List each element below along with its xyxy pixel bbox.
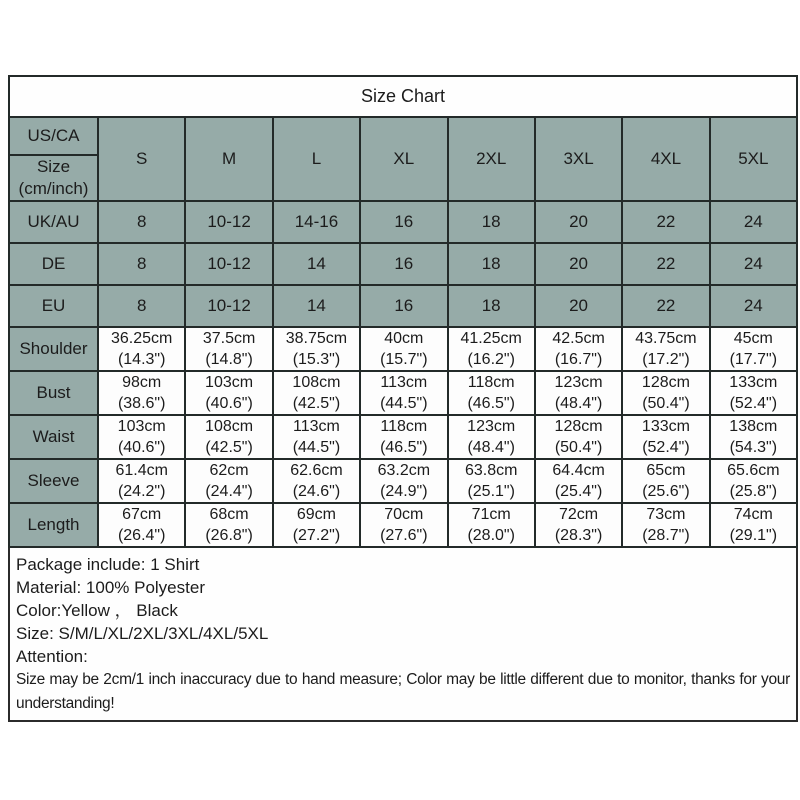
measure-cell bbox=[448, 371, 535, 415]
cm-value: 72cm bbox=[559, 506, 599, 523]
table-title-row bbox=[9, 76, 797, 117]
size-chart-table bbox=[8, 75, 798, 548]
inch-value: (52.4") bbox=[729, 395, 778, 412]
inch-value: (17.7") bbox=[729, 351, 778, 368]
region-size-cell: 16 bbox=[360, 201, 447, 243]
region-size-cell: 20 bbox=[535, 243, 622, 285]
region-size-cell: 14 bbox=[273, 285, 360, 327]
inch-value: (14.3") bbox=[117, 351, 166, 368]
inch-value: (17.2") bbox=[642, 351, 690, 368]
cm-value: 133cm bbox=[641, 418, 690, 435]
inch-value: (24.2") bbox=[117, 483, 166, 500]
inch-value: (26.8") bbox=[205, 527, 253, 544]
measure-cell bbox=[448, 503, 535, 547]
inch-value: (27.6") bbox=[380, 527, 428, 544]
row-bust bbox=[9, 371, 797, 415]
measure-cell bbox=[710, 415, 797, 459]
measure-cell bbox=[622, 459, 709, 503]
inch-value: (52.4") bbox=[642, 439, 690, 456]
note-package: Package include: 1 Shirt bbox=[16, 555, 200, 574]
row-label: Waist bbox=[9, 415, 98, 459]
inch-value: (15.3") bbox=[292, 351, 341, 368]
inch-value: (15.7") bbox=[380, 351, 428, 368]
cm-value: 64.4cm bbox=[552, 462, 605, 479]
cm-value: 108cm bbox=[292, 374, 341, 391]
cm-value: 123cm bbox=[467, 418, 516, 435]
corner-size-word: Size bbox=[36, 157, 71, 176]
inch-value: (27.2") bbox=[292, 527, 341, 544]
row-label: Sleeve bbox=[9, 459, 98, 503]
row-sleeve bbox=[9, 459, 797, 503]
inch-value: (50.4") bbox=[554, 439, 603, 456]
cm-value: 68cm bbox=[209, 506, 249, 523]
cm-value: 103cm bbox=[117, 418, 166, 435]
cm-value: 42.5cm bbox=[552, 330, 605, 347]
region-size-cell: 24 bbox=[710, 201, 797, 243]
cm-value: 113cm bbox=[380, 374, 428, 391]
cm-value: 67cm bbox=[122, 506, 162, 523]
row-waist bbox=[9, 415, 797, 459]
region-size-cell: 10-12 bbox=[185, 243, 272, 285]
cm-value: 98cm bbox=[122, 374, 162, 391]
inch-value: (25.1") bbox=[467, 483, 515, 500]
region-size-cell: 20 bbox=[535, 285, 622, 327]
inch-value: (42.5") bbox=[292, 395, 341, 412]
cm-value: 43.75cm bbox=[635, 330, 697, 347]
region-size-cell: 24 bbox=[710, 285, 797, 327]
measure-cell bbox=[360, 503, 447, 547]
measure-cell bbox=[273, 503, 360, 547]
region-size-cell: 16 bbox=[360, 285, 447, 327]
inch-value: (50.4") bbox=[642, 395, 690, 412]
region-size-cell: 14-16 bbox=[273, 201, 360, 243]
product-notes bbox=[8, 548, 798, 722]
cm-value: 36.25cm bbox=[111, 330, 173, 347]
row-label: Shoulder bbox=[9, 327, 98, 371]
cm-value: 38.75cm bbox=[285, 330, 348, 347]
measure-cell bbox=[185, 415, 272, 459]
region-size-cell: 18 bbox=[448, 243, 535, 285]
inch-value: (28.3") bbox=[554, 527, 603, 544]
measure-cell bbox=[360, 371, 447, 415]
region-size-cell: 20 bbox=[535, 201, 622, 243]
measure-cell bbox=[448, 327, 535, 371]
inch-value: (40.6") bbox=[117, 439, 166, 456]
region-size-cell: 10-12 bbox=[185, 285, 272, 327]
inch-value: (25.6") bbox=[642, 483, 690, 500]
region-size-cell: 18 bbox=[448, 201, 535, 243]
inch-value: (42.5") bbox=[205, 439, 253, 456]
cm-value: 63.8cm bbox=[464, 462, 518, 479]
region-size-cell: 22 bbox=[622, 285, 709, 327]
cm-value: 73cm bbox=[646, 506, 686, 523]
measure-cell bbox=[98, 415, 185, 459]
cm-value: 45cm bbox=[733, 330, 773, 347]
inch-value: (46.5") bbox=[467, 395, 515, 412]
col-header-2xl: 2XL bbox=[448, 117, 535, 201]
note-attention-text: Size may be 2cm/1 inch inaccuracy due to hand measure; Color may be little different due to monitor, thanks for your understanding! bbox=[16, 671, 790, 712]
measure-cell bbox=[622, 371, 709, 415]
measure-cell bbox=[448, 415, 535, 459]
note-color: Color:Yellow ， Black bbox=[16, 601, 178, 620]
row-de bbox=[9, 243, 797, 285]
note-size: Size: S/M/L/XL/2XL/3XL/4XL/5XL bbox=[16, 624, 269, 643]
inch-value: (24.6") bbox=[292, 483, 341, 500]
measure-cell bbox=[535, 503, 622, 547]
measure-cell bbox=[535, 415, 622, 459]
region-size-cell: 18 bbox=[448, 285, 535, 327]
inch-value: (44.5") bbox=[292, 439, 341, 456]
cm-value: 70cm bbox=[384, 506, 424, 523]
inch-value: (24.9") bbox=[380, 483, 428, 500]
cm-value: 62.6cm bbox=[290, 462, 343, 479]
cm-value: 41.25cm bbox=[460, 330, 522, 347]
note-attention-label: Attention: bbox=[16, 647, 88, 666]
inch-value: (46.5") bbox=[380, 439, 428, 456]
measure-cell bbox=[185, 503, 272, 547]
row-label: UK/AU bbox=[9, 201, 98, 243]
header-row-top bbox=[9, 117, 797, 155]
cm-value: 118cm bbox=[380, 418, 428, 435]
region-size-cell: 22 bbox=[622, 201, 709, 243]
cm-value: 40cm bbox=[384, 330, 424, 347]
col-header-3xl: 3XL bbox=[535, 117, 622, 201]
measure-cell bbox=[710, 459, 797, 503]
measure-cell bbox=[98, 327, 185, 371]
col-header-xl: XL bbox=[360, 117, 447, 201]
cm-value: 69cm bbox=[296, 506, 336, 523]
region-size-cell: 8 bbox=[98, 243, 185, 285]
row-label: DE bbox=[9, 243, 98, 285]
col-header-m: M bbox=[185, 117, 272, 201]
cm-value: 37.5cm bbox=[202, 330, 256, 347]
cm-value: 128cm bbox=[554, 418, 603, 435]
cm-value: 65.6cm bbox=[727, 462, 780, 479]
measure-cell bbox=[710, 503, 797, 547]
inch-value: (54.3") bbox=[729, 439, 778, 456]
table-title: Size Chart bbox=[9, 76, 797, 117]
region-size-cell: 16 bbox=[360, 243, 447, 285]
row-label: Length bbox=[9, 503, 98, 547]
inch-value: (40.6") bbox=[205, 395, 253, 412]
measure-cell bbox=[273, 415, 360, 459]
measure-cell bbox=[273, 459, 360, 503]
inch-value: (14.8") bbox=[205, 351, 253, 368]
measure-cell bbox=[98, 371, 185, 415]
col-header-5xl: 5XL bbox=[710, 117, 797, 201]
cm-value: 113cm bbox=[293, 418, 340, 435]
corner-size-unit-label bbox=[9, 155, 98, 201]
measure-cell bbox=[710, 371, 797, 415]
measure-cell bbox=[185, 459, 272, 503]
cm-value: 108cm bbox=[205, 418, 254, 435]
measure-cell bbox=[622, 327, 709, 371]
measure-cell bbox=[535, 459, 622, 503]
region-size-cell: 24 bbox=[710, 243, 797, 285]
cm-value: 128cm bbox=[641, 374, 690, 391]
region-size-cell: 8 bbox=[98, 285, 185, 327]
region-size-cell: 22 bbox=[622, 243, 709, 285]
measure-cell bbox=[98, 459, 185, 503]
measure-cell bbox=[622, 503, 709, 547]
inch-value: (38.6") bbox=[117, 395, 166, 412]
size-chart-sheet bbox=[8, 75, 798, 722]
inch-value: (29.1") bbox=[729, 527, 778, 544]
cm-value: 138cm bbox=[729, 418, 778, 435]
row-eu bbox=[9, 285, 797, 327]
measure-cell bbox=[185, 371, 272, 415]
measure-cell bbox=[185, 327, 272, 371]
cm-value: 65cm bbox=[646, 462, 686, 479]
region-size-cell: 8 bbox=[98, 201, 185, 243]
measure-cell bbox=[360, 415, 447, 459]
inch-value: (25.8") bbox=[729, 483, 778, 500]
measure-cell bbox=[360, 459, 447, 503]
region-size-cell: 14 bbox=[273, 243, 360, 285]
inch-value: (16.2") bbox=[467, 351, 515, 368]
measure-cell bbox=[273, 327, 360, 371]
measure-cell bbox=[360, 327, 447, 371]
inch-value: (28.7") bbox=[642, 527, 690, 544]
inch-value: (16.7") bbox=[554, 351, 603, 368]
corner-region-label: US/CA bbox=[9, 117, 98, 155]
inch-value: (28.0") bbox=[467, 527, 515, 544]
measure-cell bbox=[448, 459, 535, 503]
row-length bbox=[9, 503, 797, 547]
cm-value: 62cm bbox=[209, 462, 249, 479]
inch-value: (26.4") bbox=[117, 527, 166, 544]
cm-value: 123cm bbox=[554, 374, 603, 391]
cm-value: 103cm bbox=[205, 374, 254, 391]
row-shoulder bbox=[9, 327, 797, 371]
measure-cell bbox=[710, 327, 797, 371]
row-label: Bust bbox=[9, 371, 98, 415]
cm-value: 118cm bbox=[467, 374, 515, 391]
inch-value: (48.4") bbox=[554, 395, 603, 412]
col-header-4xl: 4XL bbox=[622, 117, 709, 201]
inch-value: (25.4") bbox=[554, 483, 603, 500]
corner-unit-word: (cm/inch) bbox=[18, 179, 89, 198]
measure-cell bbox=[98, 503, 185, 547]
inch-value: (24.4") bbox=[205, 483, 253, 500]
measure-cell bbox=[535, 371, 622, 415]
inch-value: (48.4") bbox=[467, 439, 515, 456]
cm-value: 133cm bbox=[729, 374, 778, 391]
note-material: Material: 100% Polyester bbox=[16, 578, 205, 597]
row-uk-au bbox=[9, 201, 797, 243]
cm-value: 63.2cm bbox=[377, 462, 431, 479]
region-size-cell: 10-12 bbox=[185, 201, 272, 243]
measure-cell bbox=[622, 415, 709, 459]
measure-cell bbox=[273, 371, 360, 415]
col-header-l: L bbox=[273, 117, 360, 201]
cm-value: 61.4cm bbox=[115, 462, 168, 479]
col-header-s: S bbox=[98, 117, 185, 201]
row-label: EU bbox=[9, 285, 98, 327]
inch-value: (44.5") bbox=[380, 395, 428, 412]
cm-value: 71cm bbox=[471, 506, 511, 523]
cm-value: 74cm bbox=[733, 506, 773, 523]
measure-cell bbox=[535, 327, 622, 371]
